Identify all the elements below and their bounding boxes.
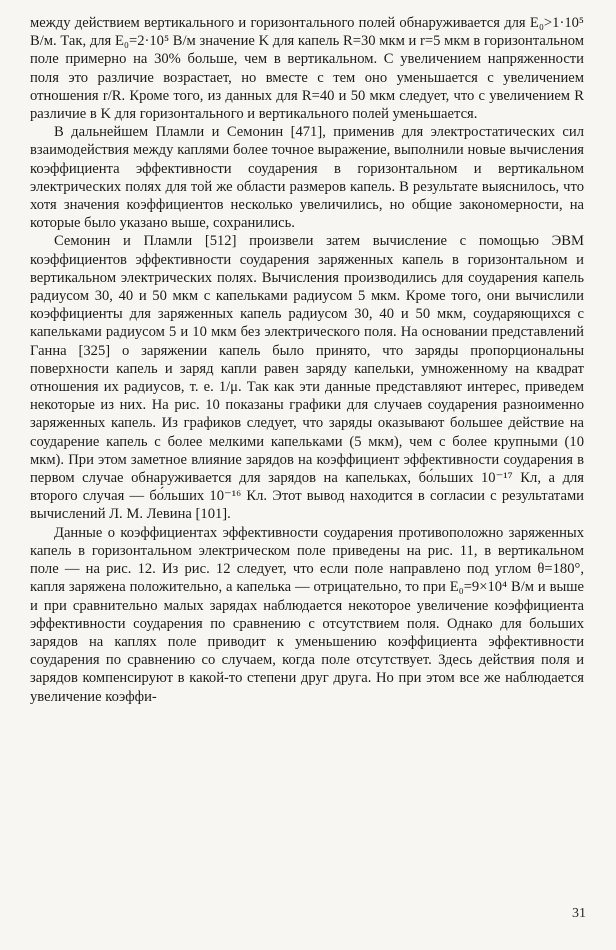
page-body — [30, 14, 584, 706]
page-number: 31 — [572, 906, 586, 921]
paragraph-2: В дальнейшем Пламли и Семонин [471], применив для электростатических сил взаимодействия между каплями более точное выражение, выполнили новые вычисления коэффициента эффективности соударения в горизонтальном и вертикальном электрических полях для той же области размеров капель. В результате выяснилось, что хотя значения коэффициентов несколько увеличились, но общие закономерности, на которые было указано выше, сохранились. — [30, 124, 584, 232]
paragraph-3: Семонин и Пламли [512] произвели затем вычисление с помощью ЭВМ коэффициентов эффективности соударения заряженных капель в горизонтальном и вертикальном электрических полях. Вычисления производились для соударения капель радиусом 30, 40 и 50 мкм с капельками радиусом 5 мкм. Кроме того, они вычислили коэффициенты для заряженных капель радиусом 30, 40 и 50 мкм, соударяющихся с капельками радиусом 5 и 10 мкм без электрического поля. На основании представлений Ганна [325] о заряжении капель было принято, что заряды пропорциональны поверхности капель и заряд капли равен заряду капельки, умноженному на квадрат отношения их радиусов, т. е. 1/μ. Так как эти данные представляют интерес, приведем некоторые из них. На рис. 10 показаны графики для случаев соударения разноименно заряженных капель. Из графиков следует, что заряды оказывают большее действие на соударение капель с более мелкими капельками (5 мкм), чем с более крупными (10 мкм). При этом заметное влияние зарядов на коэффициент эффективности соударения в первом случае обнаруживается для зарядов на капельках, бо́льших 10⁻¹⁷ Кл, а для второго случая — бо́льших 10⁻¹⁶ Кл. Этот вывод находится в согласии с результатами вычислений Л. М. Левина [101]. — [30, 233, 584, 523]
paragraph-1: между действием вертикального и горизонтального полей обнаруживается для E₀>1·10⁵ В/м. Так, для E₀=2·10⁵ В/м значение K для капель R=30 мкм и r=5 мкм в горизонтальном поле примерно на 30% больше, чем в вертикальном. С увеличением напряженности поля это различие возрастает, но вместе с тем оно уменьшается с увеличением отношения r/R. Кроме того, из данных для R=40 и 50 мкм следует, что с увеличением R различие в K для горизонтального и вертикального полей уменьшается. — [30, 15, 584, 123]
paragraph-4: Данные о коэффициентах эффективности соударения противоположно заряженных капель в горизонтальном электрическом поле приведены на рис. 11, в вертикальном поле — на рис. 12. Из рис. 12 следует, что если поле направлено под углом θ=180°, капля заряжена положительно, а капелька — отрицательно, то при E₀=9×10⁴ В/м и выше и при сравнительно малых зарядах наблюдается некоторое увеличение коэффициента эффективности соударения по сравнению с отсутствием поля. Однако для больших зарядов на каплях поле приводит к уменьшению коэффициента эффективности соударения по сравнению со случаем, когда поле отсутствует. Здесь действия поля и зарядов компенсируют в какой-то степени друг друга. Но при этом все же наблюдается увеличение коэффи- — [30, 524, 584, 705]
